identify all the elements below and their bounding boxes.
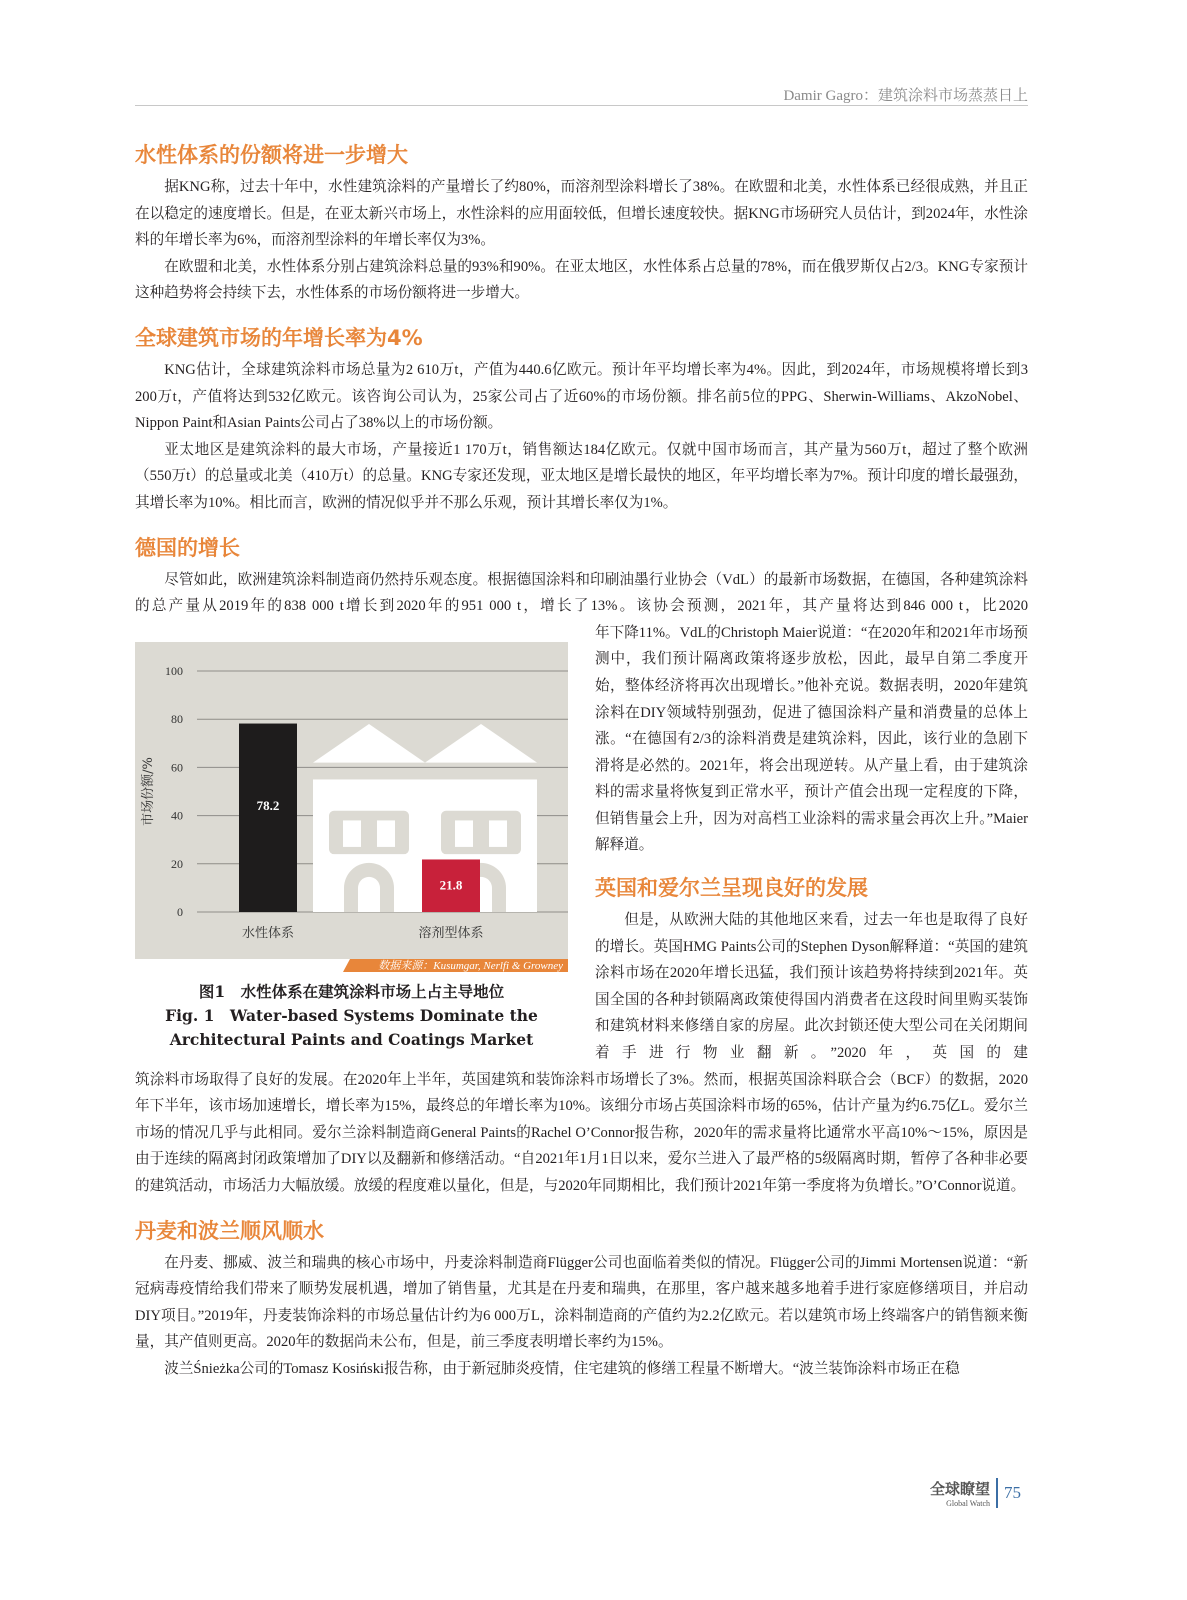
paragraph: 亚太地区是建筑涂料的最大市场，产量接近1 170万t，销售额达184亿欧元。仅就中国市场而言，其产量为560万t，超过了整个欧洲（550万t）的总量或北美（410万t）的总量。KNG专家还发现，亚太地区是增长最快的地区，年平均增长率为7%。预计印度的增长最强劲，其增长率为10%。相比而言，欧洲的情况似乎并不那么乐观，预计其增长率仅为1%。 [135,441,1028,511]
paragraph: 筑涂料市场取得了良好的发展。在2020年上半年，英国建筑和装饰涂料市场增长了3%。然而，根据英国涂料联合会（BCF）的数据，2020年下半年，该市场加速增长，增长率为15%，最终总的年增长率为10%。该细分市场占英国涂料市场的65%，估计产量为约6.75亿L。爱尔兰市场的情况几乎与此相同。爱尔兰涂料制造商General Paints的Rachel O’Connor报告称，2020年的需求量将比通常水平高10%～15%，原因是由于连续的隔离封闭政策增加了DIY以及翻新和修缮活动。“自2021年1月1日以来，爱尔兰进入了最严格的5级隔离时期，暂停了各种非必要的建筑活动，市场活力大幅放缓。放缓的程度难以量化，但是，与2020年同期相比，我们预计2021年第一季度将为负增长。”O’Connor说道。 [135,1071,1028,1194]
bar-data-label: 21.8 [439,877,463,893]
data-source: 数据来源：Kusumgar, Nerlfi & Growney [378,959,563,972]
section-heading: 德国的增长 [135,535,240,560]
house-window-icon [329,810,409,853]
magazine-name-en: Global Watch [946,1499,991,1508]
magazine-name: 全球瞭望 [930,1480,991,1498]
paragraph: 据KNG称，过去十年中，水性建筑涂料的产量增长了约80%，而溶剂型涂料增长了38%。在欧盟和北美，水性体系已经很成熟，并且正在以稳定的速度增长。但是，在亚太新兴市场上，水性涂料的应用面较低，但增长速度较快。据KNG市场研究人员估计，到2024年，水性涂料的年增长率为6%，而溶剂型涂料的年增长率仅为3%。 [135,179,1028,249]
figure-caption-en: Fig. 1 Water-based Systems Dominate the Architectural Paints and Coatings Market [165,1005,538,1049]
paragraph: 在欧盟和北美，水性体系分别占建筑涂料总量的93%和90%。在亚太地区，水性体系占总量的78%，而在俄罗斯仅占2/3。KNG专家预计这种趋势将会持续下去，水性体系的市场份额将进一步增大。 [135,258,1028,302]
bar-chart [135,642,568,972]
article-body [135,132,1028,1383]
paragraph: 尽管如此，欧洲建筑涂料制造商仍然持乐观态度。根据德国涂料和印刷油墨行业协会（VdL）的最新市场数据，在德国，各种建筑涂料的总产量从2019年的838 000 t增长到2020年的951 000 t，增长了13%。该协会预测，2021年，其产量将达到846 000 t，比2020 [135,571,1028,615]
paragraph: 在丹麦、挪威、波兰和瑞典的核心市场中，丹麦涂料制造商Flügger公司也面临着类似的情况。Flügger公司的Jimmi Mortensen说道：“新冠病毒疫情给我们带来了顺势发展机遇，增加了销售量，尤其是在丹麦和瑞典，在那里，客户越来越多地着手进行家庭修缮项目，并启动DIY项目。”2019年，丹麦装饰涂料的市场总量估计约为6 000万L，涂料制造商的产值约为2.2亿欧元。若以建筑市场上终端客户的销售额来衡量，其产值则更高。2020年的数据尚未公布，但是，前三季度表明增长率约为15%。 [135,1254,1028,1351]
house-window-icon [441,810,521,853]
x-category-label: 水性体系 [241,925,295,941]
y-tick-label: 20 [171,856,183,871]
section-heading: 水性体系的份额将进一步增大 [135,143,408,167]
page-number: 75 [1004,1483,1022,1502]
x-category-label: 溶剂型体系 [418,925,484,941]
house-window-pane [455,820,473,847]
section-heading: 英国和爱尔兰呈现良好的发展 [595,876,868,901]
paragraph: 但是，从欧洲大陆的其他地区来看，过去一年也是取得了良好的增长。英国HMG Paints公司的Stephen Dyson解释道：“英国的建筑涂料市场在2020年增长迅猛，我们预计该趋势将持续到2021年。英国全国的各种封锁隔离政策使得国内消费者在这段时间里购买装饰和建筑材料来修缮自家的房屋。此次封锁还使大型公司在关闭期间着手进行物业翻新。”2020年，英国的建 [595,912,1028,1062]
y-tick-label: 0 [177,904,183,919]
house-window-pane [343,820,361,847]
section-heading: 全球建筑市场的年增长率为4% [135,325,423,350]
y-axis-label: 市场份额/% [141,756,156,826]
y-tick-label: 60 [171,760,183,775]
house-window-pane [377,820,395,847]
figure-caption-cn: 图1 水性体系在建筑涂料市场上占主导地位 [198,981,505,1001]
page-footer [930,1478,1021,1508]
bar-data-label: 78.2 [256,797,280,813]
y-tick-label: 80 [171,711,183,726]
section-heading: 丹麦和波兰顺风顺水 [135,1218,324,1243]
figure-1 [135,642,568,1067]
y-tick-label: 100 [165,663,183,678]
paragraph: 年下降11%。VdL的Christoph Maier说道：“在2020年和2021年市场预测中，我们预计隔离政策将逐步放松，因此，最早自第二季度开始，整体经济将再次出现增长。”他补充说。数据表明，2020年建筑涂料在DIY领域特别强劲，促进了德国涂料产量和消费量的总体上涨。“在德国有2/3的涂料消费是建筑涂料，因此，该行业的急剧下滑将是必然的。2021年，将会出现逆转。从产量上看，由于建筑涂料的需求量将恢复到正常水平，预计产值会出现一定程度的下降，但销售量会上升，因为对高档工业涂料的需求量会再次上升。”Maier解释道。 [595,624,1028,854]
paragraph: 波兰Śnieżka公司的Tomasz Kosiński报告称，由于新冠肺炎疫情，住宅建筑的修缮工程量不断增大。“波兰装饰涂料市场正在稳 [164,1360,960,1377]
y-tick-label: 40 [171,808,183,823]
house-window-pane [489,820,507,847]
running-header: Damir Gagro：建筑涂料市场蒸蒸日上 [135,84,1028,106]
paragraph: KNG估计，全球建筑涂料市场总量为2 610万t，产值为440.6亿欧元。预计年平均增长率为4%。因此，到2024年，市场规模将增长到3 200万t，产值将达到532亿欧元。该咨询公司认为，25家公司占了近60%的市场份额。排名前5位的PPG、Sherwin-Williams、AkzoNobel、Nippon Paint和Asian Paints公司占了38%以上的市场份额。 [135,361,1028,432]
house-door-inner [358,877,380,912]
bar-1 [239,723,297,911]
